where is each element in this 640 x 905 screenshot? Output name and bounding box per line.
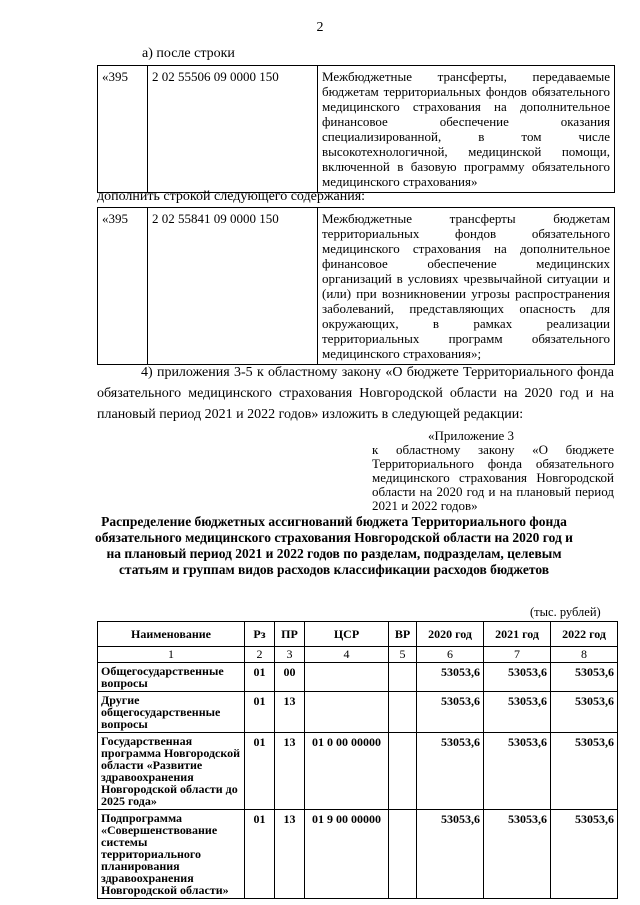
table-row [98,66,615,193]
paragraph-4: 4) приложения 3-5 к областному закону «О бюджете Территориального фонда обязательного медицинского страхования Новгородской области на 2020 год и на плановый период 2021 и 2022 годов» изложить в следующей редакции: [97,365,614,422]
header-name: Наименование [98,622,245,647]
row-name: Другие общегосударственные вопросы [98,692,245,733]
row-name: Общегосударственные вопросы [98,663,245,692]
col-number: 2 [245,647,275,663]
add-line: дополнить строкой следующего содержания: [97,189,366,204]
header-vr: ВР [389,622,417,647]
row-code: «395 [98,208,148,365]
col-number: 3 [275,647,305,663]
row-kbk: 2 02 55841 09 0000 150 [148,208,318,365]
inserted-row-table-2 [97,207,615,365]
row-pr: 13 [275,733,305,810]
header-2022: 2022 год [551,622,618,647]
col-number: 6 [417,647,484,663]
row-rz: 01 [245,810,275,899]
row-csr [305,692,389,733]
header-csr: ЦСР [305,622,389,647]
table-row [98,663,618,692]
appendix-label: «Приложение 3 [428,428,515,443]
row-2020: 53053,6 [417,733,484,810]
col-number: 8 [551,647,618,663]
row-2021: 53053,6 [484,810,551,899]
col-number: 4 [305,647,389,663]
row-2020: 53053,6 [417,692,484,733]
row-kbk: 2 02 55506 09 0000 150 [148,66,318,193]
row-csr: 01 0 00 00000 [305,733,389,810]
row-rz: 01 [245,663,275,692]
page-number: 2 [316,20,324,35]
row-description: Межбюджетные трансферты, передаваемые бюджетам территориальных фондов обязательного медицинского страхования на дополнительное финансовое обеспечение оказания специализированной, в том числе высокотехнологичной, медицинской помощи, включенной в базовую программу обязательного медицинского страхования» [318,66,615,193]
units-label: (тыс. рублей) [530,605,601,619]
column-number-row [98,647,618,663]
row-rz: 01 [245,692,275,733]
row-2020: 53053,6 [417,663,484,692]
row-vr [389,733,417,810]
row-2022: 53053,6 [551,810,618,899]
header-2021: 2021 год [484,622,551,647]
col-number: 5 [389,647,417,663]
table-header-row [98,622,618,647]
row-csr: 01 9 00 00000 [305,810,389,899]
row-2022: 53053,6 [551,692,618,733]
row-2021: 53053,6 [484,663,551,692]
table-row [98,810,618,899]
table-row [98,208,615,365]
col-number: 7 [484,647,551,663]
row-name: Подпрограмма «Совершенствование системы территориального планирования здравоохранения Новгородской области» [98,810,245,899]
table-row [98,692,618,733]
intro-line: а) после строки [142,46,235,61]
row-csr [305,663,389,692]
row-2022: 53053,6 [551,733,618,810]
row-description: Межбюджетные трансферты бюджетам территориальных фондов обязательного медицинского страхования на дополнительное финансовое обеспечение медицинских организаций в условиях чрезвычайной ситуации и (или) при возникновении угрозы распространения заболеваний, представляющих опасность для окружающих, в рамках реализации территориальных программ обязательного медицинского страхования»; [318,208,615,365]
inserted-row-table-1 [97,65,615,193]
header-pr: ПР [275,622,305,647]
appendix-header [372,429,614,513]
col-number: 1 [98,647,245,663]
row-vr [389,692,417,733]
row-code: «395 [98,66,148,193]
header-2020: 2020 год [417,622,484,647]
row-rz: 01 [245,733,275,810]
row-name: Государственная программа Новгородской области «Развитие здравоохранения Новгородской области до 2025 года» [98,733,245,810]
table-row [98,733,618,810]
row-2020: 53053,6 [417,810,484,899]
row-2022: 53053,6 [551,663,618,692]
row-2021: 53053,6 [484,692,551,733]
budget-table [97,621,618,899]
row-vr [389,810,417,899]
header-rz: Рз [245,622,275,647]
appendix-text: к областному закону «О бюджете Территориального фонда обязательного медицинского страхования Новгородской области на 2020 год и на плановый период 2021 и 2022 годов» [372,442,614,513]
row-vr [389,663,417,692]
row-pr: 00 [275,663,305,692]
row-pr: 13 [275,692,305,733]
row-pr: 13 [275,810,305,899]
row-2021: 53053,6 [484,733,551,810]
table-title: Распределение бюджетных ассигнований бюджета Территориального фонда обязательного медицинского страхования Новгородской области на 2020 год и на плановый период 2021 и 2022 годов по разделам, подразделам, целевым статьям и группам видов расходов классификации расходов бюджетов [95,514,573,577]
